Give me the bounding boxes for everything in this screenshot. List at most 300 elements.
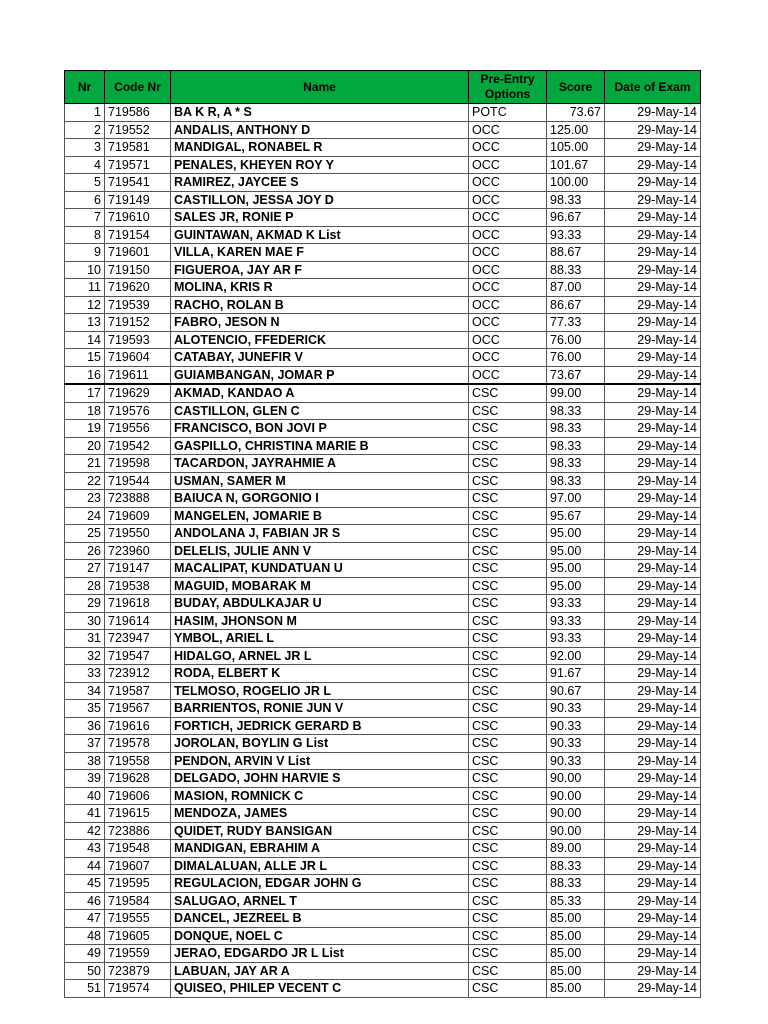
header-row bbox=[65, 71, 701, 104]
table-row bbox=[65, 209, 701, 227]
cell-code-nr: 719586 bbox=[105, 104, 171, 122]
cell-date-of-exam: 29-May-14 bbox=[605, 857, 701, 875]
cell-date-of-exam: 29-May-14 bbox=[605, 700, 701, 718]
table-row bbox=[65, 875, 701, 893]
cell-name: SALUGAO, ARNEL T bbox=[171, 892, 469, 910]
table-row bbox=[65, 612, 701, 630]
cell-code-nr: 719595 bbox=[105, 875, 171, 893]
cell-pre-entry-option: OCC bbox=[469, 174, 547, 192]
cell-name: FIGUEROA, JAY AR F bbox=[171, 261, 469, 279]
cell-pre-entry-option: CSC bbox=[469, 892, 547, 910]
cell-date-of-exam: 29-May-14 bbox=[605, 682, 701, 700]
cell-score: 95.00 bbox=[547, 560, 605, 578]
cell-date-of-exam: 29-May-14 bbox=[605, 420, 701, 438]
cell-score: 73.67 bbox=[547, 366, 605, 384]
cell-pre-entry-option: CSC bbox=[469, 805, 547, 823]
cell-date-of-exam: 29-May-14 bbox=[605, 770, 701, 788]
cell-score: 93.33 bbox=[547, 630, 605, 648]
cell-code-nr: 719584 bbox=[105, 892, 171, 910]
cell-pre-entry-option: CSC bbox=[469, 857, 547, 875]
cell-code-nr: 719604 bbox=[105, 349, 171, 367]
cell-score: 90.00 bbox=[547, 787, 605, 805]
cell-name: MAGUID, MOBARAK M bbox=[171, 577, 469, 595]
cell-code-nr: 719614 bbox=[105, 612, 171, 630]
cell-code-nr: 719620 bbox=[105, 279, 171, 297]
cell-code-nr: 719154 bbox=[105, 226, 171, 244]
cell-pre-entry-option: CSC bbox=[469, 630, 547, 648]
cell-score: 93.33 bbox=[547, 595, 605, 613]
cell-nr: 37 bbox=[65, 735, 105, 753]
cell-score: 90.67 bbox=[547, 682, 605, 700]
cell-code-nr: 719542 bbox=[105, 437, 171, 455]
cell-nr: 33 bbox=[65, 665, 105, 683]
cell-score: 93.33 bbox=[547, 612, 605, 630]
cell-nr: 5 bbox=[65, 174, 105, 192]
header-name: Name bbox=[171, 71, 469, 104]
cell-pre-entry-option: CSC bbox=[469, 682, 547, 700]
cell-date-of-exam: 29-May-14 bbox=[605, 244, 701, 262]
cell-pre-entry-option: CSC bbox=[469, 472, 547, 490]
cell-code-nr: 719598 bbox=[105, 455, 171, 473]
cell-pre-entry-option: CSC bbox=[469, 927, 547, 945]
cell-date-of-exam: 29-May-14 bbox=[605, 366, 701, 384]
cell-nr: 51 bbox=[65, 980, 105, 998]
cell-nr: 12 bbox=[65, 296, 105, 314]
cell-nr: 8 bbox=[65, 226, 105, 244]
cell-nr: 43 bbox=[65, 840, 105, 858]
cell-nr: 22 bbox=[65, 472, 105, 490]
cell-name: YMBOL, ARIEL L bbox=[171, 630, 469, 648]
cell-date-of-exam: 29-May-14 bbox=[605, 191, 701, 209]
cell-nr: 32 bbox=[65, 647, 105, 665]
cell-pre-entry-option: CSC bbox=[469, 980, 547, 998]
cell-code-nr: 719149 bbox=[105, 191, 171, 209]
table-row bbox=[65, 366, 701, 384]
cell-nr: 6 bbox=[65, 191, 105, 209]
cell-nr: 28 bbox=[65, 577, 105, 595]
cell-name: AKMAD, KANDAO A bbox=[171, 384, 469, 402]
cell-name: MANGELEN, JOMARIE B bbox=[171, 507, 469, 525]
cell-name: BARRIENTOS, RONIE JUN V bbox=[171, 700, 469, 718]
cell-pre-entry-option: CSC bbox=[469, 402, 547, 420]
table-row bbox=[65, 525, 701, 543]
table-row bbox=[65, 244, 701, 262]
cell-score: 90.33 bbox=[547, 717, 605, 735]
cell-date-of-exam: 29-May-14 bbox=[605, 139, 701, 157]
table-row bbox=[65, 910, 701, 928]
table-row bbox=[65, 857, 701, 875]
cell-score: 87.00 bbox=[547, 279, 605, 297]
table-row bbox=[65, 577, 701, 595]
cell-code-nr: 719567 bbox=[105, 700, 171, 718]
table-row bbox=[65, 822, 701, 840]
cell-pre-entry-option: CSC bbox=[469, 525, 547, 543]
table-row bbox=[65, 560, 701, 578]
table-row bbox=[65, 927, 701, 945]
cell-date-of-exam: 29-May-14 bbox=[605, 279, 701, 297]
cell-date-of-exam: 29-May-14 bbox=[605, 296, 701, 314]
cell-nr: 7 bbox=[65, 209, 105, 227]
cell-code-nr: 719615 bbox=[105, 805, 171, 823]
cell-code-nr: 719150 bbox=[105, 261, 171, 279]
cell-nr: 44 bbox=[65, 857, 105, 875]
cell-pre-entry-option: CSC bbox=[469, 384, 547, 402]
cell-nr: 47 bbox=[65, 910, 105, 928]
cell-name: FORTICH, JEDRICK GERARD B bbox=[171, 717, 469, 735]
cell-pre-entry-option: CSC bbox=[469, 875, 547, 893]
results-body bbox=[65, 104, 701, 998]
cell-nr: 15 bbox=[65, 349, 105, 367]
cell-score: 97.00 bbox=[547, 490, 605, 508]
cell-date-of-exam: 29-May-14 bbox=[605, 787, 701, 805]
cell-date-of-exam: 29-May-14 bbox=[605, 331, 701, 349]
cell-score: 98.33 bbox=[547, 455, 605, 473]
cell-code-nr: 719550 bbox=[105, 525, 171, 543]
table-row bbox=[65, 191, 701, 209]
cell-nr: 40 bbox=[65, 787, 105, 805]
cell-score: 92.00 bbox=[547, 647, 605, 665]
cell-code-nr: 719552 bbox=[105, 121, 171, 139]
cell-score: 85.00 bbox=[547, 910, 605, 928]
cell-name: MANDIGAN, EBRAHIM A bbox=[171, 840, 469, 858]
cell-date-of-exam: 29-May-14 bbox=[605, 822, 701, 840]
table-row bbox=[65, 156, 701, 174]
cell-score: 85.00 bbox=[547, 962, 605, 980]
cell-date-of-exam: 29-May-14 bbox=[605, 962, 701, 980]
table-row bbox=[65, 787, 701, 805]
cell-nr: 42 bbox=[65, 822, 105, 840]
cell-score: 98.33 bbox=[547, 402, 605, 420]
cell-name: DELGADO, JOHN HARVIE S bbox=[171, 770, 469, 788]
cell-nr: 9 bbox=[65, 244, 105, 262]
cell-score: 88.33 bbox=[547, 857, 605, 875]
table-row bbox=[65, 770, 701, 788]
cell-name: FRANCISCO, BON JOVI P bbox=[171, 420, 469, 438]
cell-name: VILLA, KAREN MAE F bbox=[171, 244, 469, 262]
cell-name: MACALIPAT, KUNDATUAN U bbox=[171, 560, 469, 578]
cell-name: DONQUE, NOEL C bbox=[171, 927, 469, 945]
cell-score: 91.67 bbox=[547, 665, 605, 683]
cell-score: 85.00 bbox=[547, 945, 605, 963]
table-row bbox=[65, 296, 701, 314]
cell-score: 73.67 bbox=[547, 104, 605, 122]
cell-date-of-exam: 29-May-14 bbox=[605, 665, 701, 683]
cell-score: 99.00 bbox=[547, 384, 605, 402]
table-row bbox=[65, 892, 701, 910]
cell-date-of-exam: 29-May-14 bbox=[605, 927, 701, 945]
table-row bbox=[65, 700, 701, 718]
cell-score: 98.33 bbox=[547, 437, 605, 455]
cell-pre-entry-option: OCC bbox=[469, 314, 547, 332]
table-row bbox=[65, 384, 701, 402]
cell-date-of-exam: 29-May-14 bbox=[605, 560, 701, 578]
table-row bbox=[65, 735, 701, 753]
cell-code-nr: 723960 bbox=[105, 542, 171, 560]
cell-code-nr: 723912 bbox=[105, 665, 171, 683]
table-row bbox=[65, 682, 701, 700]
cell-date-of-exam: 29-May-14 bbox=[605, 455, 701, 473]
cell-code-nr: 719611 bbox=[105, 366, 171, 384]
header-pre-entry-options: Pre-Entry Options bbox=[469, 71, 547, 104]
cell-score: 88.33 bbox=[547, 875, 605, 893]
cell-score: 101.67 bbox=[547, 156, 605, 174]
header-nr: Nr bbox=[65, 71, 105, 104]
cell-pre-entry-option: OCC bbox=[469, 139, 547, 157]
cell-date-of-exam: 29-May-14 bbox=[605, 384, 701, 402]
cell-nr: 23 bbox=[65, 490, 105, 508]
table-row bbox=[65, 402, 701, 420]
cell-pre-entry-option: CSC bbox=[469, 822, 547, 840]
cell-nr: 17 bbox=[65, 384, 105, 402]
cell-name: HIDALGO, ARNEL JR L bbox=[171, 647, 469, 665]
cell-name: BAIUCA N, GORGONIO I bbox=[171, 490, 469, 508]
cell-pre-entry-option: OCC bbox=[469, 331, 547, 349]
cell-name: PENALES, KHEYEN ROY Y bbox=[171, 156, 469, 174]
cell-date-of-exam: 29-May-14 bbox=[605, 892, 701, 910]
cell-pre-entry-option: CSC bbox=[469, 945, 547, 963]
cell-date-of-exam: 29-May-14 bbox=[605, 226, 701, 244]
cell-pre-entry-option: CSC bbox=[469, 560, 547, 578]
cell-date-of-exam: 29-May-14 bbox=[605, 507, 701, 525]
cell-nr: 3 bbox=[65, 139, 105, 157]
cell-name: LABUAN, JAY AR A bbox=[171, 962, 469, 980]
cell-date-of-exam: 29-May-14 bbox=[605, 612, 701, 630]
cell-name: USMAN, SAMER M bbox=[171, 472, 469, 490]
cell-nr: 48 bbox=[65, 927, 105, 945]
cell-code-nr: 719629 bbox=[105, 384, 171, 402]
cell-score: 95.00 bbox=[547, 525, 605, 543]
table-row bbox=[65, 717, 701, 735]
cell-name: HASIM, JHONSON M bbox=[171, 612, 469, 630]
cell-pre-entry-option: CSC bbox=[469, 787, 547, 805]
cell-name: DELELIS, JULIE ANN V bbox=[171, 542, 469, 560]
cell-score: 90.33 bbox=[547, 752, 605, 770]
cell-nr: 49 bbox=[65, 945, 105, 963]
cell-name: DANCEL, JEZREEL B bbox=[171, 910, 469, 928]
cell-score: 86.67 bbox=[547, 296, 605, 314]
cell-code-nr: 719581 bbox=[105, 139, 171, 157]
cell-pre-entry-option: CSC bbox=[469, 770, 547, 788]
cell-name: REGULACION, EDGAR JOHN G bbox=[171, 875, 469, 893]
cell-date-of-exam: 29-May-14 bbox=[605, 402, 701, 420]
cell-score: 100.00 bbox=[547, 174, 605, 192]
cell-name: DIMALALUAN, ALLE JR L bbox=[171, 857, 469, 875]
header-code-nr: Code Nr bbox=[105, 71, 171, 104]
cell-nr: 35 bbox=[65, 700, 105, 718]
cell-name: CATABAY, JUNEFIR V bbox=[171, 349, 469, 367]
cell-pre-entry-option: CSC bbox=[469, 962, 547, 980]
cell-pre-entry-option: OCC bbox=[469, 366, 547, 384]
cell-pre-entry-option: OCC bbox=[469, 296, 547, 314]
cell-date-of-exam: 29-May-14 bbox=[605, 490, 701, 508]
cell-pre-entry-option: OCC bbox=[469, 244, 547, 262]
cell-nr: 21 bbox=[65, 455, 105, 473]
cell-code-nr: 723879 bbox=[105, 962, 171, 980]
cell-code-nr: 719578 bbox=[105, 735, 171, 753]
cell-name: JOROLAN, BOYLIN G List bbox=[171, 735, 469, 753]
cell-name: FABRO, JESON N bbox=[171, 314, 469, 332]
cell-score: 88.67 bbox=[547, 244, 605, 262]
cell-nr: 25 bbox=[65, 525, 105, 543]
cell-nr: 45 bbox=[65, 875, 105, 893]
cell-pre-entry-option: OCC bbox=[469, 209, 547, 227]
cell-date-of-exam: 29-May-14 bbox=[605, 209, 701, 227]
table-row bbox=[65, 752, 701, 770]
cell-code-nr: 719616 bbox=[105, 717, 171, 735]
cell-nr: 16 bbox=[65, 366, 105, 384]
cell-date-of-exam: 29-May-14 bbox=[605, 945, 701, 963]
cell-date-of-exam: 29-May-14 bbox=[605, 525, 701, 543]
table-row bbox=[65, 945, 701, 963]
cell-name: TELMOSO, ROGELIO JR L bbox=[171, 682, 469, 700]
cell-nr: 18 bbox=[65, 402, 105, 420]
cell-nr: 34 bbox=[65, 682, 105, 700]
cell-nr: 11 bbox=[65, 279, 105, 297]
cell-code-nr: 719605 bbox=[105, 927, 171, 945]
cell-date-of-exam: 29-May-14 bbox=[605, 174, 701, 192]
cell-code-nr: 719576 bbox=[105, 402, 171, 420]
cell-date-of-exam: 29-May-14 bbox=[605, 349, 701, 367]
table-row bbox=[65, 665, 701, 683]
cell-date-of-exam: 29-May-14 bbox=[605, 261, 701, 279]
cell-code-nr: 719609 bbox=[105, 507, 171, 525]
cell-nr: 31 bbox=[65, 630, 105, 648]
cell-date-of-exam: 29-May-14 bbox=[605, 314, 701, 332]
table-row bbox=[65, 121, 701, 139]
cell-name: JERAO, EDGARDO JR L List bbox=[171, 945, 469, 963]
cell-nr: 27 bbox=[65, 560, 105, 578]
cell-code-nr: 719558 bbox=[105, 752, 171, 770]
table-row bbox=[65, 980, 701, 998]
cell-code-nr: 719587 bbox=[105, 682, 171, 700]
cell-date-of-exam: 29-May-14 bbox=[605, 595, 701, 613]
cell-code-nr: 719628 bbox=[105, 770, 171, 788]
cell-nr: 50 bbox=[65, 962, 105, 980]
cell-date-of-exam: 29-May-14 bbox=[605, 752, 701, 770]
cell-pre-entry-option: CSC bbox=[469, 455, 547, 473]
header-date-of-exam: Date of Exam bbox=[605, 71, 701, 104]
cell-code-nr: 719152 bbox=[105, 314, 171, 332]
cell-nr: 2 bbox=[65, 121, 105, 139]
cell-date-of-exam: 29-May-14 bbox=[605, 647, 701, 665]
cell-score: 95.00 bbox=[547, 577, 605, 595]
cell-pre-entry-option: CSC bbox=[469, 735, 547, 753]
cell-date-of-exam: 29-May-14 bbox=[605, 104, 701, 122]
cell-pre-entry-option: CSC bbox=[469, 665, 547, 683]
cell-code-nr: 719555 bbox=[105, 910, 171, 928]
cell-nr: 41 bbox=[65, 805, 105, 823]
table-row bbox=[65, 226, 701, 244]
results-table bbox=[64, 70, 701, 998]
cell-name: RACHO, ROLAN B bbox=[171, 296, 469, 314]
cell-nr: 26 bbox=[65, 542, 105, 560]
table-row bbox=[65, 261, 701, 279]
cell-name: GUINTAWAN, AKMAD K List bbox=[171, 226, 469, 244]
cell-nr: 36 bbox=[65, 717, 105, 735]
cell-date-of-exam: 29-May-14 bbox=[605, 735, 701, 753]
cell-pre-entry-option: CSC bbox=[469, 507, 547, 525]
table-row bbox=[65, 314, 701, 332]
cell-pre-entry-option: POTC bbox=[469, 104, 547, 122]
cell-name: QUISEO, PHILEP VECENT C bbox=[171, 980, 469, 998]
cell-code-nr: 719556 bbox=[105, 420, 171, 438]
cell-name: BA K R, A * S bbox=[171, 104, 469, 122]
cell-date-of-exam: 29-May-14 bbox=[605, 121, 701, 139]
cell-score: 98.33 bbox=[547, 420, 605, 438]
cell-name: MENDOZA, JAMES bbox=[171, 805, 469, 823]
cell-name: CASTILLON, JESSA JOY D bbox=[171, 191, 469, 209]
cell-name: ALOTENCIO, FFEDERICK bbox=[171, 331, 469, 349]
cell-code-nr: 719547 bbox=[105, 647, 171, 665]
cell-date-of-exam: 29-May-14 bbox=[605, 156, 701, 174]
cell-name: PENDON, ARVIN V List bbox=[171, 752, 469, 770]
cell-score: 90.00 bbox=[547, 805, 605, 823]
cell-code-nr: 719593 bbox=[105, 331, 171, 349]
cell-nr: 4 bbox=[65, 156, 105, 174]
cell-name: MASION, ROMNICK C bbox=[171, 787, 469, 805]
cell-score: 90.33 bbox=[547, 735, 605, 753]
cell-name: ANDALIS, ANTHONY D bbox=[171, 121, 469, 139]
cell-pre-entry-option: CSC bbox=[469, 910, 547, 928]
cell-code-nr: 719571 bbox=[105, 156, 171, 174]
table-row bbox=[65, 420, 701, 438]
cell-name: MANDIGAL, RONABEL R bbox=[171, 139, 469, 157]
cell-nr: 29 bbox=[65, 595, 105, 613]
cell-name: QUIDET, RUDY BANSIGAN bbox=[171, 822, 469, 840]
cell-score: 77.33 bbox=[547, 314, 605, 332]
table-row bbox=[65, 349, 701, 367]
table-row bbox=[65, 962, 701, 980]
cell-score: 105.00 bbox=[547, 139, 605, 157]
cell-score: 98.33 bbox=[547, 472, 605, 490]
cell-score: 76.00 bbox=[547, 349, 605, 367]
cell-code-nr: 719574 bbox=[105, 980, 171, 998]
cell-pre-entry-option: OCC bbox=[469, 261, 547, 279]
cell-pre-entry-option: OCC bbox=[469, 121, 547, 139]
table-row bbox=[65, 104, 701, 122]
table-row bbox=[65, 595, 701, 613]
cell-pre-entry-option: OCC bbox=[469, 226, 547, 244]
table-row bbox=[65, 437, 701, 455]
table-row bbox=[65, 630, 701, 648]
table-row bbox=[65, 507, 701, 525]
table-row bbox=[65, 139, 701, 157]
cell-score: 89.00 bbox=[547, 840, 605, 858]
cell-code-nr: 719548 bbox=[105, 840, 171, 858]
cell-pre-entry-option: CSC bbox=[469, 612, 547, 630]
cell-code-nr: 719606 bbox=[105, 787, 171, 805]
cell-score: 85.00 bbox=[547, 927, 605, 945]
cell-score: 93.33 bbox=[547, 226, 605, 244]
cell-nr: 30 bbox=[65, 612, 105, 630]
cell-code-nr: 719618 bbox=[105, 595, 171, 613]
cell-code-nr: 719601 bbox=[105, 244, 171, 262]
cell-code-nr: 719544 bbox=[105, 472, 171, 490]
cell-code-nr: 719538 bbox=[105, 577, 171, 595]
cell-pre-entry-option: CSC bbox=[469, 717, 547, 735]
table-row bbox=[65, 455, 701, 473]
cell-nr: 13 bbox=[65, 314, 105, 332]
cell-name: BUDAY, ABDULKAJAR U bbox=[171, 595, 469, 613]
cell-date-of-exam: 29-May-14 bbox=[605, 980, 701, 998]
cell-code-nr: 719541 bbox=[105, 174, 171, 192]
cell-score: 125.00 bbox=[547, 121, 605, 139]
cell-code-nr: 719539 bbox=[105, 296, 171, 314]
cell-date-of-exam: 29-May-14 bbox=[605, 805, 701, 823]
cell-nr: 20 bbox=[65, 437, 105, 455]
cell-pre-entry-option: CSC bbox=[469, 840, 547, 858]
cell-name: RODA, ELBERT K bbox=[171, 665, 469, 683]
